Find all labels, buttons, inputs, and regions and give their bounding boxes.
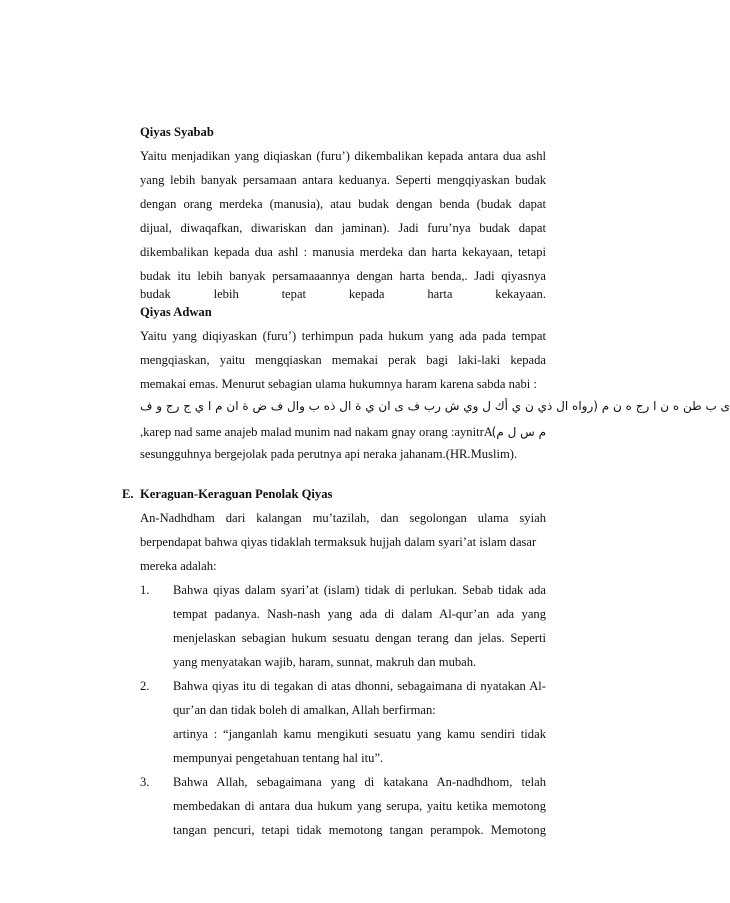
list-item-line: Bahwa qiyas itu di tegakan di atas dhonni, sebagaimana di nyatakan Al-	[173, 679, 546, 693]
list-number: 1.	[140, 583, 150, 597]
list-item-line: mempunyai pengetahuan tentang hal itu”.	[173, 751, 384, 765]
list-item-line: Bahwa Allah, sebagaimana yang di katakana An-nadhdhom, telah	[173, 775, 546, 789]
garbled-text: ,karep nad same anajeb malad munim nad nakam gnay orang :aynitrA	[140, 425, 493, 439]
word: kekayaan.	[495, 287, 546, 301]
list-number: 2.	[140, 679, 150, 693]
paragraph-line: dengan orang merdeka (manusia), atau budak dengan benda (budak dapat	[140, 197, 546, 211]
paragraph-line-spread	[140, 286, 546, 302]
paragraph-line: budak itu lebih banyak persamaaannya dengan harta benda,. Jadi qiyasnya	[140, 269, 546, 283]
paragraph-line: Yaitu menjadikan yang diqiaskan (furu’) dikembalikan kepada antara dua ashl	[140, 149, 546, 163]
list-item-line: Bahwa qiyas dalam syari’at (islam) tidak di perlukan. Sebab tidak ada	[173, 583, 546, 597]
list-item-line: qur’an dan tidak boleh di amalkan, Allah berfirman:	[173, 703, 436, 717]
paragraph-line: Yaitu yang diqiyaskan (furu’) terhimpun pada hukum yang ada pada tempat	[140, 329, 546, 343]
list-item-line: membedakan di antara dua hukum yang serupa, yaitu ketika memotong	[173, 799, 546, 813]
word: tepat	[281, 287, 307, 301]
section-title: Keraguan-Keraguan Penolak Qiyas	[140, 487, 333, 501]
list-item-line: menjelaskan sebagian hukum sesuatu dengan terang dan jelas. Seperti	[173, 631, 546, 645]
list-item-line: artinya : “janganlah kamu mengikuti sesuatu yang kamu sendiri tidak	[173, 727, 546, 741]
list-item-line: yang menyatakan wajib, haram, sunnat, makruh dan mubah.	[173, 655, 477, 669]
paragraph-line: dijual, diwaqafkan, diwariskan dan jaminan). Jadi furu’nya budak dapat	[140, 221, 546, 235]
paragraph-line: An-Nadhdham dari kalangan mu’tazilah, dan segolongan ulama syiah	[140, 511, 546, 525]
paragraph-line: sesungguhnya bergejolak pada perutnya api neraka jahanam.(HR.Muslim).	[140, 447, 518, 461]
word: harta	[427, 287, 453, 301]
paragraph-line: mereka adalah:	[140, 559, 217, 573]
garbled-arabic: (م س ل م	[491, 425, 546, 439]
heading-qiyas-adwan: Qiyas Adwan	[140, 305, 212, 319]
word: kepada	[348, 287, 385, 301]
word: budak	[140, 287, 171, 301]
list-number: 3.	[140, 775, 150, 789]
arabic-hadith-line: ى ب طن ه ن ا رج ه ن م (رواه ال ذي ن ي أك ل وي ش رب ف ى ان ي ة ال ذه ب وال ف ض ة ان م ا ي ج رج و ف	[140, 399, 730, 413]
section-label: E.	[122, 487, 134, 501]
paragraph-line: berpendapat bahwa qiyas tidaklah termaksuk hujjah dalam syari’at islam dasar	[140, 535, 537, 549]
paragraph-line: dikembalikan kepada dua ashl : manusia merdeka dan harta kekayaan, tetapi	[140, 245, 546, 259]
paragraph-line: yang lebih banyak persamaan antara keduanya. Seperti mengqiyaskan budak	[140, 173, 546, 187]
list-item-line: tempat padanya. Nash-nash yang ada di dalam Al-qur’an ada yang	[173, 607, 546, 621]
heading-qiyas-syabab: Qiyas Syabab	[140, 125, 214, 139]
word: lebih	[213, 287, 239, 301]
paragraph-line: mengqiaskan, yaitu mengqiaskan memakai perak bagi laki-laki kepada	[140, 353, 546, 367]
garbled-translation-line	[140, 424, 546, 440]
paragraph-line: memakai emas. Menurut sebagian ulama hukumnya haram karena sabda nabi :	[140, 377, 537, 391]
list-item-line: tangan pencuri, tetapi tidak memotong tangan perampok. Memotong	[173, 823, 546, 837]
